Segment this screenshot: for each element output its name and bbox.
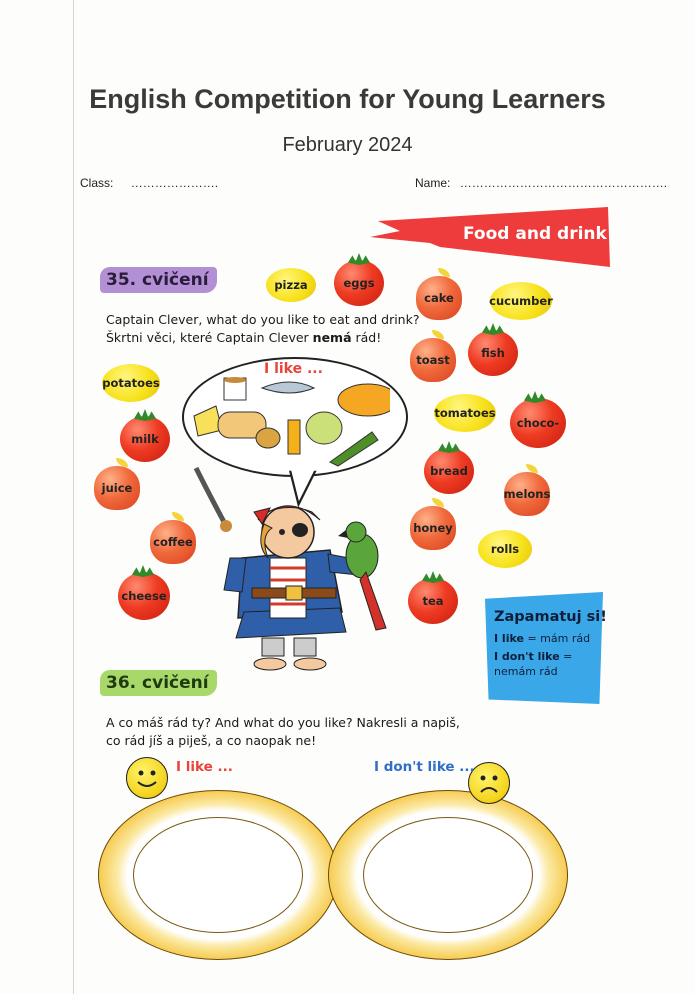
i-like-label: I like ... xyxy=(176,759,233,775)
happy-face-icon xyxy=(126,757,168,799)
food-melons[interactable]: melons xyxy=(504,472,550,516)
class-blank[interactable]: …………………. xyxy=(130,176,219,190)
food-eggs[interactable]: eggs xyxy=(334,260,384,306)
food-cheese[interactable]: cheese xyxy=(118,572,170,620)
i-dont-like-label: I don't like ... xyxy=(374,759,475,775)
remember-line3: nemám rád xyxy=(494,665,558,678)
captain-clever-pirate-illustration xyxy=(190,462,410,680)
food-pizza[interactable]: pizza xyxy=(266,268,316,302)
name-field xyxy=(415,176,667,190)
plate-i-like[interactable] xyxy=(98,790,338,960)
remember-line1: I like = mám rád xyxy=(494,632,591,645)
banner-text: Food and drink xyxy=(463,224,607,244)
class-field xyxy=(80,176,218,190)
plate-i-dont-like[interactable] xyxy=(328,790,568,960)
food-bread[interactable]: bread xyxy=(424,448,474,494)
bubble-i-like: I like ... xyxy=(264,361,323,377)
food-rolls[interactable]: rolls xyxy=(478,530,532,568)
food-cucumber[interactable]: cucumber xyxy=(490,282,552,320)
food-honey[interactable]: honey xyxy=(410,506,456,550)
food-tea[interactable]: tea xyxy=(408,578,458,624)
class-label: Class: xyxy=(80,176,114,190)
page-title: English Competition for Young Learners xyxy=(89,84,606,114)
exercise-36-instructions xyxy=(106,714,460,750)
exercise-35-line1: Captain Clever, what do you like to eat and drink? xyxy=(106,312,420,327)
bubble-food-illustrations xyxy=(190,370,390,468)
exercise-35-line2: Škrtni věci, které Captain Clever nemá rád! xyxy=(106,330,382,345)
nema-bold: nemá xyxy=(312,330,352,345)
exercise-36-heading: 36. cvičení xyxy=(100,670,217,696)
exercise-36-line1: A co máš rád ty? And what do you like? Nakresli a napiš, xyxy=(106,715,460,730)
food-coffee[interactable]: coffee xyxy=(150,520,196,564)
remember-title: Zapamatuj si! xyxy=(494,609,607,625)
food-juice[interactable]: juice xyxy=(94,466,140,510)
name-label: Name: xyxy=(415,176,451,190)
exercise-35-instructions xyxy=(106,311,419,347)
food-choco[interactable]: choco- xyxy=(510,398,566,448)
exercise-36-line2: co rád jíš a piješ, a co naopak ne! xyxy=(106,733,317,748)
remember-content xyxy=(494,609,607,679)
food-fish[interactable]: fish xyxy=(468,330,518,376)
exercise-35-heading: 35. cvičení xyxy=(100,267,217,293)
name-blank[interactable]: ……………………………………………. xyxy=(459,176,668,190)
page-subtitle: February 2024 xyxy=(282,134,413,156)
food-toast[interactable]: toast xyxy=(410,338,456,382)
food-tomatoes[interactable]: tomatoes xyxy=(434,394,496,432)
food-milk[interactable]: milk xyxy=(120,416,170,462)
plate-i-like-inner[interactable] xyxy=(133,817,303,933)
plate-i-dont-like-inner[interactable] xyxy=(363,817,533,933)
remember-line2: I don't like = xyxy=(494,650,573,663)
food-potatoes[interactable]: potatoes xyxy=(102,364,160,402)
food-cake[interactable]: cake xyxy=(416,276,462,320)
